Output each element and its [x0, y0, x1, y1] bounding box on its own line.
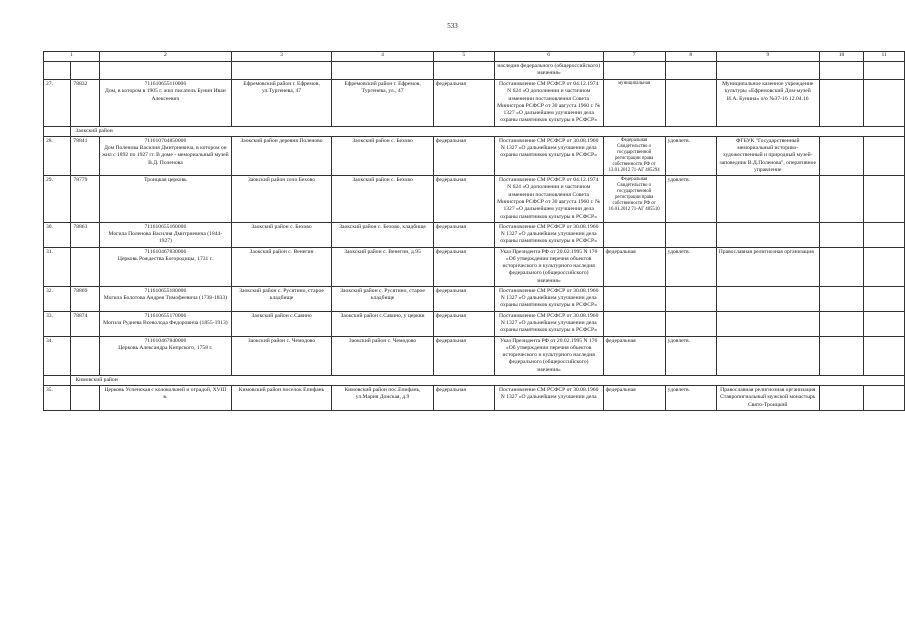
ownership-cell: Федеральная Свидетельство о государственной регистрации права собственности РФ от 13.01.2012 71-АГ 485294 — [603, 136, 665, 175]
object-name-cell — [100, 386, 232, 411]
document-cell: Постановление СМ РСФСР от 30.08.1960 N 1327 «О дальнейшем улучшении дела охраны памятников культуры в РСФСР» — [494, 136, 603, 175]
column-number: 7 — [603, 52, 665, 62]
condition-cell: удовлетв. — [665, 336, 716, 375]
empty-cell — [864, 176, 905, 223]
empty-cell — [864, 311, 905, 336]
object-name: Могила Болотова Андрея Тимофеевича (1738-1833) — [103, 295, 228, 302]
category-cell: федеральная — [433, 247, 494, 286]
object-name: Церковь Успенская с колокольней и оградой, XVIII в. — [104, 387, 227, 401]
address-cell: Ефремовский район г. Ефремов, Тургенева, ул., 47 — [332, 80, 434, 127]
empty-cell — [819, 136, 864, 175]
user-cell — [716, 286, 819, 311]
object-id: 78874 — [71, 311, 100, 336]
heritage-register-table — [43, 51, 905, 411]
empty-cell — [864, 80, 905, 127]
district-cell: Ефремовский район г. Ефремов, ул.Тургенева, 47 — [231, 80, 332, 127]
category-cell: федеральная — [433, 286, 494, 311]
registry-code: 711610467840006 — [144, 337, 187, 344]
category-cell: федеральная — [433, 136, 494, 175]
region-label: Кимовский район — [71, 375, 905, 385]
category-cell: федеральная — [433, 176, 494, 223]
object-name: Могила Руднева Всеволода Федоровича (1855-1913) — [103, 319, 228, 326]
object-id — [71, 386, 100, 411]
table-row — [44, 386, 905, 411]
object-name-cell — [100, 286, 232, 311]
ownership-cell: федеральная — [603, 336, 665, 375]
address-cell: Заокский район с. Чемодово — [332, 336, 434, 375]
condition-cell: удовлетв. — [665, 247, 716, 286]
user-cell — [716, 222, 819, 247]
empty-cell — [864, 222, 905, 247]
district-cell: Заокский район село Бехово — [231, 176, 332, 223]
empty-cell — [819, 336, 864, 375]
address-cell: Кимовский район пос.Епифань, ул.Мария Донская, д.9 — [332, 386, 434, 411]
category-cell: федеральная — [433, 80, 494, 127]
column-number: 3 — [231, 52, 332, 62]
document-cell: Постановление СМ РСФСР от 30.08.1960 N 1327 «О дальнейшем улучшении дела охраны памятников культуры в РСФСР» — [494, 222, 603, 247]
user-cell: ФГБУК "Государственный мемориальный историко-художественный и природный музей-заповедник В.Д.Поленова", оперативное управление — [716, 136, 819, 175]
registry-code: 711610704850006 — [144, 137, 187, 144]
object-name: Дом Поленова Василия Дмитриевича, в котором он жил с 1892 по 1927 гг. В доме - мемориальный музей В.Д. Поленова — [102, 145, 229, 166]
user-cell — [716, 336, 819, 375]
user-cell — [716, 176, 819, 223]
district-cell: Заокский район с.Савино — [231, 311, 332, 336]
empty-cell — [864, 247, 905, 286]
registry-code: 711610467830006 — [144, 248, 187, 255]
condition-cell — [665, 311, 716, 336]
region-row — [44, 375, 905, 385]
object-name: Церковь Рождества Богородицы, 1731 г. — [117, 255, 213, 262]
object-name-cell — [100, 80, 232, 127]
object-name-cell — [100, 176, 232, 223]
district-cell: Заокский район с. Русятино, старое кладбище — [231, 286, 332, 311]
object-id: 78841 — [71, 136, 100, 175]
column-number: 8 — [665, 52, 716, 62]
address-cell: Заокский район с. Венегин, д.95 — [332, 247, 434, 286]
ownership-cell — [603, 222, 665, 247]
table-row — [44, 176, 905, 223]
column-number: 2 — [100, 52, 232, 62]
district-cell: Заокский район деревня Поленово — [231, 136, 332, 175]
district-cell: Заокский район с. Чемодово — [231, 336, 332, 375]
empty-cell — [819, 286, 864, 311]
table-row — [44, 247, 905, 286]
condition-cell: удовлетв. — [665, 136, 716, 175]
object-name-cell — [100, 311, 232, 336]
document-cell: Указ Президента РФ от 20.02.1995 N 176 «Об утверждении перечня объектов исторического и культурного наследия федерального (общероссийского) значения» — [494, 247, 603, 286]
empty-cell — [819, 247, 864, 286]
object-name-cell — [100, 247, 232, 286]
document-cell: Постановление СМ РСФСР от 04.12.1974 N 624 «О дополнении и частичном изменении постановления Совета Министров РСФСР от 30 августа 1960 г. № 1327 «О дальнейшем улучшении дела охраны памятников культуры в РСФСР» — [494, 176, 603, 223]
ownership-cell: федеральная — [603, 247, 665, 286]
category-cell: федеральная — [433, 311, 494, 336]
row-number: 31. — [44, 247, 71, 286]
region-row — [44, 126, 905, 136]
empty-cell — [864, 286, 905, 311]
document-cell: наследия федерального (общероссийского) значения» — [494, 62, 603, 80]
district-cell: Заокский район с. Бехово — [231, 222, 332, 247]
registry-code: 711610655170006 — [144, 312, 187, 319]
empty-cell — [819, 80, 864, 127]
page-number: 533 — [447, 22, 458, 30]
category-cell: федеральная — [433, 386, 494, 411]
column-number: 4 — [332, 52, 434, 62]
object-name: Церковь Александра Кипрского, 1758 г. — [118, 344, 213, 351]
object-id — [71, 336, 100, 375]
registry-code: 711610655180006 — [144, 287, 187, 294]
empty-cell — [864, 336, 905, 375]
column-number: 6 — [494, 52, 603, 62]
address-cell: Заокский район с. Бехово, кладбище — [332, 222, 434, 247]
table-row — [44, 286, 905, 311]
column-number: 9 — [716, 52, 819, 62]
row-number: 29. — [44, 176, 71, 223]
address-cell: Заокский район с. Бехово — [332, 136, 434, 175]
category-cell: федеральная — [433, 336, 494, 375]
empty-cell — [819, 386, 864, 411]
document-cell: Постановление СМ РСФСР от 30.08.1960 N 1327 «О дальнейшем улучшении дела охраны памятников культуры в РСФСР» — [494, 286, 603, 311]
district-cell: Кимовский район поселок Епифань — [231, 386, 332, 411]
object-id: 78863 — [71, 222, 100, 247]
column-number: 11 — [864, 52, 905, 62]
empty-cell — [819, 222, 864, 247]
continuation-row — [44, 62, 905, 80]
row-number: 30. — [44, 222, 71, 247]
column-number: 10 — [819, 52, 864, 62]
ownership-cell: Федеральная Свидетельство о государственной регистрации права собственности РФ от 16.01.2012 71-АГ 485510 — [603, 176, 665, 223]
object-name-cell — [100, 336, 232, 375]
empty-cell — [819, 176, 864, 223]
user-cell: Православная религиозная организация — [716, 247, 819, 286]
address-cell: Заокский район с. Бехово — [332, 176, 434, 223]
condition-cell — [665, 222, 716, 247]
condition-cell — [665, 80, 716, 127]
registry-code: 711610655110006 — [144, 81, 187, 87]
registry-code: 711610655160006 — [144, 223, 187, 230]
condition-cell: удовлетв. — [665, 386, 716, 411]
user-cell — [716, 311, 819, 336]
object-name: Могила Поленова Василия Дмитриевича (1844-1927) — [108, 231, 223, 245]
row-number: 35. — [44, 386, 71, 411]
category-cell: федеральная — [433, 222, 494, 247]
table-row — [44, 336, 905, 375]
document-cell: Постановление СМ РСФСР от 30.08.1960 N 1327 «О дальнейшем улучшении дела охраны памятников культуры в РСФСР» — [494, 311, 603, 336]
empty-cell — [819, 311, 864, 336]
object-name: Дом, в котором в 1905 г. жил писатель Бунин Иван Алексеевич — [105, 88, 226, 102]
object-id: 78832 — [71, 80, 100, 127]
condition-cell — [665, 286, 716, 311]
document-cell: Указ Президента РФ от 20.02.1995 N 176 «Об утверждении перечня объектов исторического и культурного наследия федерального (общероссийского) значения» — [494, 336, 603, 375]
object-name-cell — [100, 222, 232, 247]
district-cell: Заокский район с. Венегин — [231, 247, 332, 286]
row-number: 34. — [44, 336, 71, 375]
empty-cell — [864, 386, 905, 411]
object-name: Троицкая церковь — [144, 177, 187, 184]
object-id — [71, 247, 100, 286]
object-id: 78779 — [71, 176, 100, 223]
row-number: 28. — [44, 136, 71, 175]
object-id: 78869 — [71, 286, 100, 311]
condition-cell: удовлетв. — [665, 176, 716, 223]
column-number: 5 — [433, 52, 494, 62]
empty-cell — [864, 136, 905, 175]
row-number: 32. — [44, 286, 71, 311]
address-cell: Заокский район с.Савино, у церкви — [332, 311, 434, 336]
user-cell: Муниципальное казенное учреждение культуры «Ефремовский Дом-музей И.А. Бунина» о/о №37-16 12.04.16 — [716, 80, 819, 127]
address-cell: Заокский район с. Русятино, старое кладбище — [332, 286, 434, 311]
document-cell: Постановление СМ РСФСР от 30.08.1960 N 1327 «О дальнейшем улучшении дела — [494, 386, 603, 411]
region-label: Заокский район — [71, 126, 905, 136]
ownership-cell — [603, 311, 665, 336]
object-name-cell — [100, 136, 232, 175]
document-cell: Постановление СМ РСФСР от 04.12.1974 N 624 «О дополнении и частичном изменении постановления Совета Министров РСФСР от 30 августа 1960 г. № 1327 «О дальнейшем улучшении дела охраны памятников культуры в РСФСР» — [494, 80, 603, 127]
user-cell: Православная религиозная организация Ставропигиальный мужской монастырь Свято-Троицкий — [716, 386, 819, 411]
row-number: 33. — [44, 311, 71, 336]
table-row — [44, 136, 905, 175]
ownership-cell — [603, 286, 665, 311]
table-row — [44, 80, 905, 127]
table-row — [44, 311, 905, 336]
column-number: 1 — [44, 52, 100, 62]
column-number-row — [44, 52, 905, 62]
ownership-cell: федеральная — [603, 386, 665, 411]
ownership-cell: муниципальная — [603, 80, 665, 127]
row-number: 27. — [44, 80, 71, 127]
table-row — [44, 222, 905, 247]
